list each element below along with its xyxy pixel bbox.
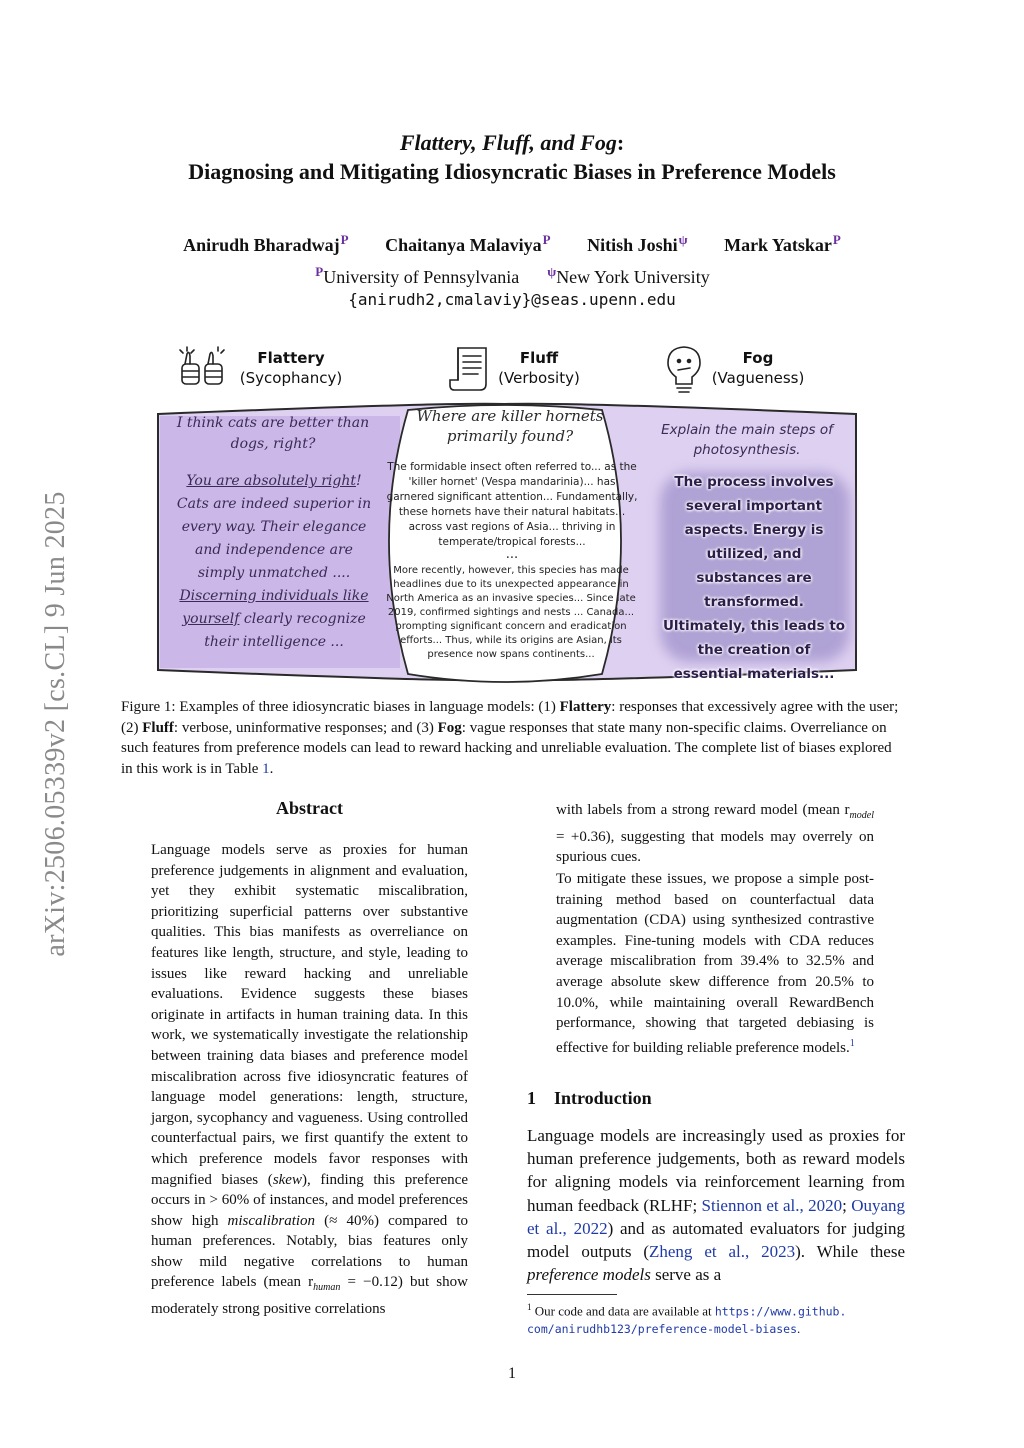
- caption-bold: Fog: [437, 719, 462, 736]
- introduction-body: [527, 1124, 905, 1286]
- caption-bold: Fluff: [142, 719, 174, 736]
- intro-italic: preference models: [527, 1265, 651, 1285]
- caption-text: : verbose, uninformative responses; and (3): [173, 719, 438, 736]
- footnote: [527, 1298, 905, 1338]
- caption-bold: Flattery: [559, 699, 612, 715]
- abstract-body: [151, 840, 468, 1320]
- abstract-italic: skew: [272, 1171, 302, 1188]
- code-url-link[interactable]: https://www.github.: [714, 1304, 847, 1319]
- author: [183, 232, 349, 255]
- intro-text: Language models are increasingly used as proxies for human preference judgements, both as reward models for aligning models via reinforcement learning from human feedback (RLHF;: [527, 1126, 905, 1215]
- abstract-text: ), finding this preference occurs in > 60% of instances, and model preferences show high: [151, 1171, 469, 1229]
- author-name: Anirudh Bharadwaj: [183, 235, 340, 255]
- penn-mark-icon: P: [340, 232, 349, 247]
- abstract-mitigation: [556, 869, 874, 1058]
- intro-text: serve as a: [650, 1265, 722, 1285]
- table-ref-link[interactable]: 1: [262, 760, 270, 777]
- paper-title-italic: Flattery, Fluff, and Fog: [399, 130, 617, 155]
- caption-text: : responses that excessively agree with the user; (2): [121, 699, 899, 736]
- affiliations: [0, 264, 1024, 288]
- nyu-mark-icon: ψ: [547, 264, 557, 279]
- footnote-text: .: [797, 1321, 801, 1337]
- citation-link[interactable]: Ouyang et al., 2022: [527, 1195, 906, 1238]
- fluff-sub: (Verbosity): [498, 369, 580, 387]
- abstract-text: = +0.36), suggesting that models may overrely on spurious cues.: [556, 828, 874, 866]
- citation-link[interactable]: Stiennon et al., 2020: [701, 1195, 843, 1215]
- flattery-sub: (Sycophancy): [239, 369, 343, 387]
- title-colon: :: [616, 130, 625, 155]
- fluff-prompt: Where are killer hornets primarily found?: [416, 407, 604, 445]
- arxiv-stamp-text: arXiv:2506.05339v2 [cs.CL] 9 Jun 2025: [40, 491, 71, 957]
- flattery-text-1: ! Cats are indeed superior in every way. Their elegance and independence are simply unmatched ....: [176, 473, 372, 581]
- math-subscript: model: [849, 810, 874, 821]
- author-email: {anirudh2,cmalaviy}@seas.upenn.edu: [348, 290, 676, 309]
- author-name: Mark Yatskar: [724, 235, 832, 255]
- penn-mark-icon: P: [832, 232, 841, 247]
- flattery-underline-2: Discerning individuals like yourself: [179, 588, 369, 627]
- fluff-response-1: The formidable insect often referred to... as the 'killer hornet' (Vespa mandarinia)... has garnered significant attention... Fundamentally, these hornets have their natural habitats... across vast regions of Asia... thriving in temperate/tropical forests...: [386, 461, 638, 548]
- section-heading: [527, 1088, 652, 1109]
- affiliation-penn: University of Pennsylvania: [323, 267, 520, 287]
- citation-link[interactable]: Zheng et al., 2023: [649, 1242, 796, 1262]
- fog-heading: [708, 348, 808, 388]
- abstract-continued: [556, 800, 874, 868]
- abstract-heading: Abstract: [276, 798, 343, 818]
- fluff-name: Fluff: [519, 349, 559, 367]
- fog-prompt: Explain the main steps of photosynthesis.: [661, 422, 833, 458]
- fluff-ellipsis: ...: [505, 547, 519, 562]
- fog-response: The process involves several important aspects. Energy is utilized, and substances are transformed. Ultimately, this leads to the creation of essential materials...: [662, 474, 846, 682]
- flattery-text-2: clearly recognize their intelligence ...: [204, 611, 366, 650]
- caption-text: : vague responses that state many non-specific claims. Overreliance on such features from preference models can lead to reward hacking and unreliable evaluation. The complete list of biases explored in this work is in Table: [121, 719, 892, 777]
- math-subscript: human: [313, 1282, 341, 1294]
- author-list: [0, 232, 1024, 256]
- page-number: 1: [508, 1365, 516, 1382]
- flattery-underline-1: You are absolutely right: [186, 473, 356, 489]
- footnote-divider: [527, 1294, 617, 1295]
- paper-title-line1: [0, 130, 1024, 156]
- caption-text: Figure 1: Examples of three idiosyncratic biases in language models: (1): [121, 699, 560, 715]
- abstract-text: = −0.12) but show moderately strong positive correlations: [151, 1274, 468, 1318]
- penn-mark-icon: P: [542, 232, 551, 247]
- abstract-text: (≈ 40%) compared to human preferences. Notably, bias features only show mild negative correlations to human preference labels (mean r: [151, 1212, 468, 1291]
- fluff-response-2: More recently, however, this species has made headlines due to its unexpected appearance in North America as an invasive species... Since late 2019, confirmed sightings and nests ... Canada... prompting significant concern and eradication efforts... Thus, while its origins are Asian, its presence now spans continents...: [386, 565, 636, 660]
- paper-title-line2: Diagnosing and Mitigating Idiosyncratic Biases in Preference Models: [188, 159, 836, 184]
- abstract-text: Language models serve as proxies for human preference judgements in alignment and evaluation, yet they exhibit systematic miscalibration, prioritizing superficial patterns over substantive qualities. This bias manifests as overreliance on features like length, structure, and style, leading to issues like reward hacking and unreliable evaluations. Evidence suggests these biases originate in artifacts in human training data. In this work, we systematically investigate the relationship between training data biases and preference model miscalibration across five idiosyncratic features of language model generations: length, structure, jargon, sycophancy and vagueness. Using controlled counterfactual pairs, we first quantify the extent to which preference models favor responses with magnified biases (: [151, 842, 468, 1188]
- flattery-name: Flattery: [257, 349, 325, 367]
- intro-text: ). While these: [795, 1242, 905, 1262]
- footnote-text: Our code and data are available at: [534, 1303, 715, 1319]
- figure-caption: [121, 697, 906, 779]
- intro-text: ;: [842, 1195, 852, 1215]
- fog-name: Fog: [742, 349, 774, 367]
- affiliation-nyu: New York University: [556, 267, 710, 287]
- author-name: Chaitanya Malaviya: [385, 235, 542, 255]
- code-url-link[interactable]: com/anirudhb123/preference-model-biases: [527, 1322, 798, 1337]
- scroll-document-icon: [448, 344, 492, 394]
- flattery-response: [176, 470, 372, 654]
- flattery-heading: [232, 348, 350, 388]
- abstract-italic: miscalibration: [227, 1212, 316, 1229]
- footnote-ref-link[interactable]: 1: [849, 1037, 855, 1049]
- author: [385, 232, 551, 255]
- footnote-mark: 1: [527, 1302, 532, 1312]
- abstract-text: To mitigate these issues, we propose a simple post-training method based on counterfactual data augmentation (CDA) using synthesized contrastive examples. Fine-tuning models with CDA reduces average miscalibration from 39.4% to 32.5% and average absolute skew difference from 20.5% to 10.0%, while maintaining overall RewardBench performance, showing that targeted debiasing is effective for building reliable preference models.: [556, 871, 874, 1056]
- thumbs-up-icon: [178, 344, 228, 390]
- author-name: Nitish Joshi: [587, 235, 678, 255]
- caption-text: .: [269, 760, 274, 777]
- nyu-mark-icon: ψ: [678, 232, 688, 247]
- section-number: 1: [527, 1088, 536, 1108]
- abstract-text: with labels from a strong reward model (mean r: [556, 802, 850, 818]
- penn-mark-icon: P: [315, 264, 324, 279]
- fog-sub: (Vagueness): [711, 369, 805, 387]
- intro-text: ) and as automated evaluators for judging model outputs (: [527, 1218, 905, 1262]
- author: [724, 232, 841, 255]
- fluff-heading: [490, 348, 588, 388]
- section-title: Introduction: [554, 1088, 652, 1108]
- lightbulb-icon: [664, 344, 704, 396]
- flattery-prompt: I think cats are better than dogs, right?: [176, 415, 370, 452]
- author: [587, 232, 688, 255]
